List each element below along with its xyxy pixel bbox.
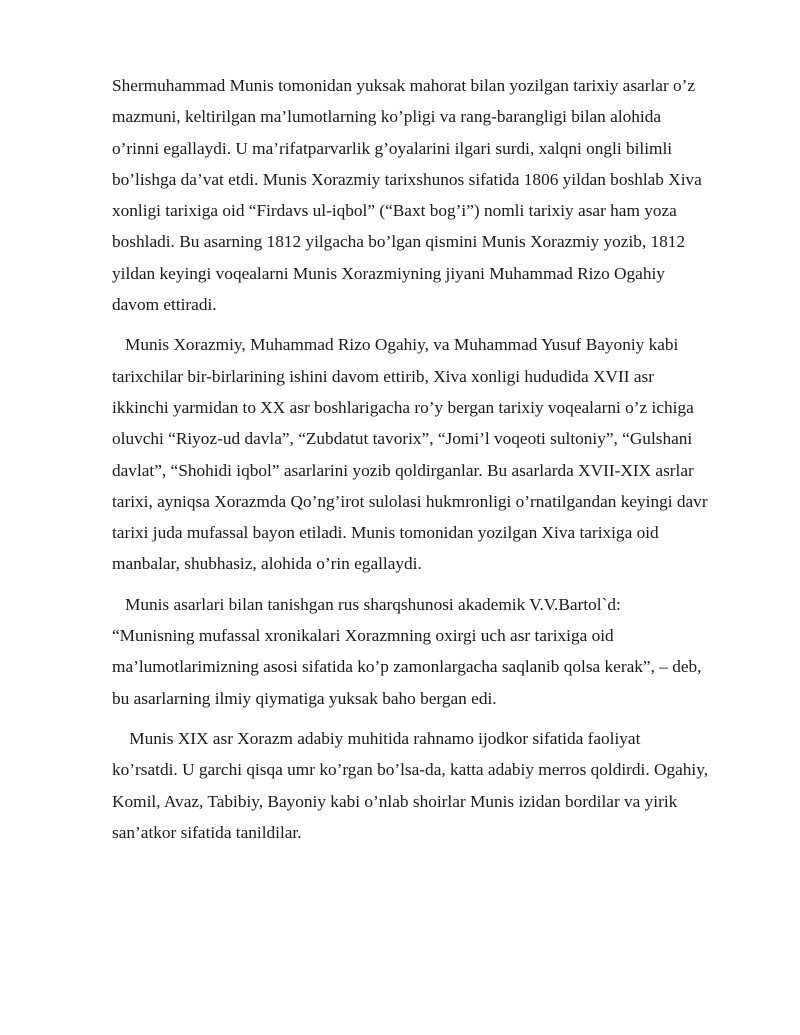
text-line: davom ettiradi.: [112, 295, 217, 315]
text-line: mazmuni, keltirilgan ma’lumotlarning ko’pligi va rang-barangligi bilan alohida: [112, 107, 662, 127]
paragraph-2: [112, 329, 752, 579]
paragraph-1: [112, 70, 752, 320]
text-line: oluvchi “Riyoz-ud davla”, “Zubdatut tavorix”, “Jomi’l voqeoti sultoniy”, “Gulshani: [112, 429, 693, 449]
text-line: Munis Xorazmiy, Muhammad Rizo Ogahiy, va Muhammad Yusuf Bayoniy kabi: [112, 335, 679, 355]
text-line: o’rinni egallaydi. U ma’rifatparvarlik g’oyalarini ilgari surdi, xalqni ongli bilimli: [112, 138, 673, 158]
text-line: bo’lishga da’vat etdi. Munis Xorazmiy tarixshunos sifatida 1806 yildan boshlab Xiva: [112, 169, 702, 189]
text-line: davlat”, “Shohidi iqbol” asarlarini yozib qoldirganlar. Bu asarlarda XVII-XIX asrlar: [112, 460, 694, 480]
paragraph-3: [112, 589, 752, 714]
document-page: [112, 70, 752, 848]
text-line: tarixi, ayniqsa Xorazmda Qo’ng’irot sulolasi hukmronligi o’rnatilgandan keyingi davr: [112, 491, 708, 511]
paragraph-4: [112, 723, 752, 848]
text-line: Munis XIX asr Xorazm adabiy muhitida rahnamo ijodkor sifatida faoliyat: [112, 728, 641, 748]
text-line: “Munisning mufassal xronikalari Xorazmning oxirgi uch asr tarixiga oid: [112, 626, 614, 646]
text-line: tarixchilar bir-birlarining ishini davom ettirib, Xiva xonligi hududida XVII asr: [112, 366, 654, 386]
text-line: ko’rsatdi. U garchi qisqa umr ko’rgan bo’lsa-da, katta adabiy merros qoldirdi. Ogahiy,: [112, 760, 709, 780]
text-line: xonligi tarixiga oid “Firdavs ul-iqbol” (“Baxt bog’i”) nomli tarixiy asar ham yoza: [112, 201, 677, 221]
text-line: manbalar, shubhasiz, alohida o’rin egallaydi.: [112, 554, 422, 574]
text-line: ikkinchi yarmidan to XX asr boshlarigacha ro’y bergan tarixiy voqealarni o’z ichiga: [112, 397, 694, 417]
text-line: boshladi. Bu asarning 1812 yilgacha bo’lgan qismini Munis Xorazmiy yozib, 1812: [112, 232, 686, 252]
text-line: Munis asarlari bilan tanishgan rus sharqshunosi akademik V.V.Bartol`d:: [112, 594, 621, 614]
text-line: san’atkor sifatida tanildilar.: [112, 822, 302, 842]
text-line: Komil, Avaz, Tabibiy, Bayoniy kabi o’nlab shoirlar Munis izidan bordilar va yirik: [112, 791, 678, 811]
text-line: tarixi juda mufassal bayon etiladi. Munis tomonidan yozilgan Xiva tarixiga oid: [112, 523, 659, 543]
text-line: ma’lumotlarimizning asosi sifatida ko’p zamonlargacha saqlanib qolsa kerak”, – deb,: [112, 657, 702, 677]
text-line: Shermuhammad Munis tomonidan yuksak mahorat bilan yozilgan tarixiy asarlar o’z: [112, 76, 696, 95]
text-line: yildan keyingi voqealarni Munis Xorazmiyning jiyani Muhammad Rizo Ogahiy: [112, 263, 665, 283]
text-line: bu asarlarning ilmiy qiymatiga yuksak baho bergan edi.: [112, 688, 497, 708]
